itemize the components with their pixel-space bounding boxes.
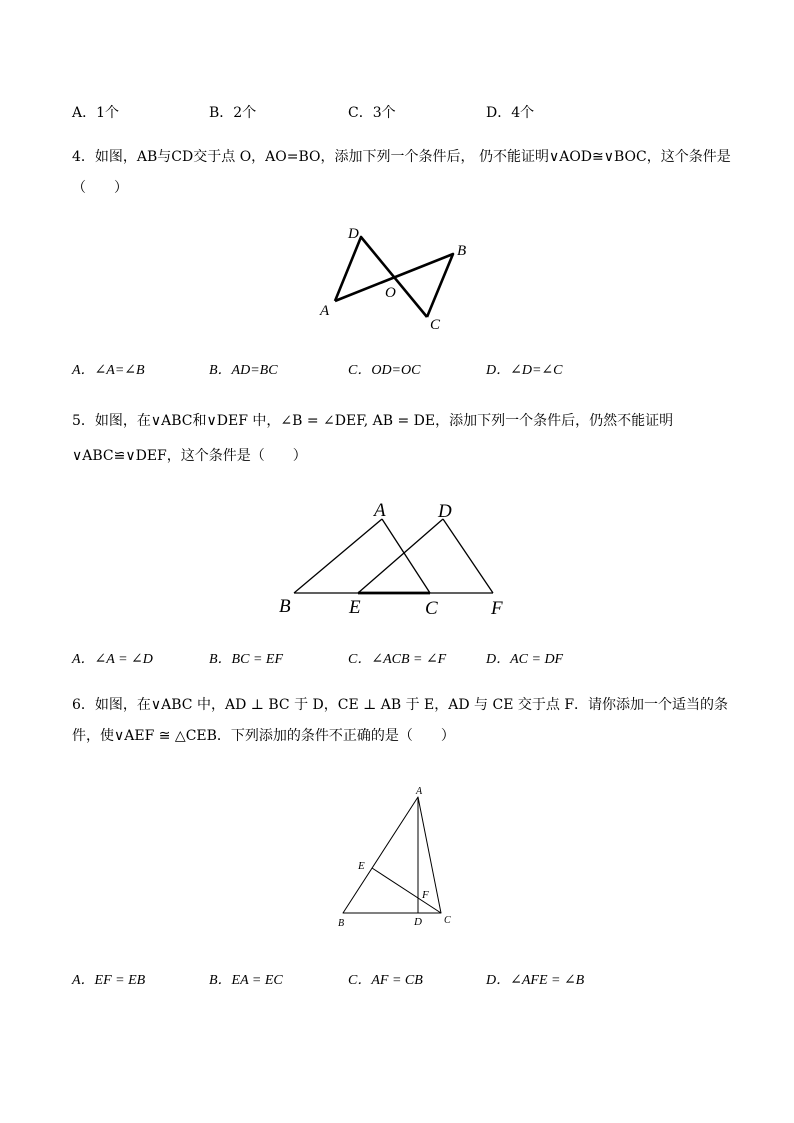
q5-option-a: A．∠A = ∠D [72, 652, 153, 667]
q3-option-b: B．2个 [209, 105, 257, 121]
q6-label-f: F [422, 889, 429, 901]
q5-label-f: F [491, 598, 503, 619]
q5-option-b: B．BC = EF [209, 652, 283, 667]
q5-label-b: B [279, 596, 291, 617]
q5-stem-line2: ∨ABC≌∨DEF，这个条件是（ ） [72, 448, 307, 464]
q4-figure [310, 218, 480, 338]
q6-stem-line1: 6．如图，在∨ABC 中，AD ⊥ BC 于 D，CE ⊥ AB 于 E，AD 与 CE 交于点 F．请你添加一个适当的条 [72, 697, 729, 713]
q5-option-c: C．∠ACB = ∠F [348, 652, 447, 667]
q6-label-b: B [338, 918, 345, 929]
q4-label-a: A [320, 303, 330, 319]
q4-label-b: B [457, 243, 467, 259]
q4-label-o: O [385, 285, 396, 301]
q4-stem-line2: （ ） [72, 180, 128, 196]
q6-stem-line2: 件，使∨AEF ≅ △CEB．下列添加的条件不正确的是（ ） [72, 728, 455, 744]
q6-option-b: B．EA = EC [209, 973, 283, 988]
q5-option-d: D．AC = DF [486, 652, 564, 667]
q3-option-d: D．4个 [486, 105, 535, 121]
q6-option-c: C．AF = CB [348, 973, 423, 988]
q5-stem-line1: 5．如图，在∨ABC和∨DEF 中，∠B = ∠DEF, AB = DE，添加下列一个条件后，仍然不能证明 [72, 413, 674, 429]
q6-label-c: C [444, 915, 451, 926]
q4-segment-a-d-c [335, 237, 427, 317]
q4-label-c: C [430, 317, 441, 333]
q5-segment-ac [382, 519, 430, 593]
q5-segment-ed [358, 519, 443, 593]
q5-segment-ba [294, 519, 382, 593]
q4-option-c: C．OD=OC [348, 363, 421, 378]
q6-option-a: A．EF = EB [72, 973, 146, 988]
q6-label-e: E [358, 860, 365, 872]
q5-label-d: D [438, 501, 452, 522]
q6-label-a: A [416, 786, 423, 797]
q5-label-e: E [349, 597, 361, 618]
q6-altitude-ce [372, 868, 441, 913]
q5-segment-df [443, 519, 493, 593]
q4-stem-line1: 4．如图，AB与CD交于点 O，AO=BO，添加下列一个条件后， 仍不能证明∨AOD≅∨BOC，这个条件是 [72, 149, 731, 165]
q4-option-d: D．∠D=∠C [486, 363, 563, 378]
q4-option-b: B．AD=BC [209, 363, 278, 378]
q4-label-d: D [348, 226, 359, 242]
q6-option-d: D．∠AFE = ∠B [486, 973, 585, 988]
q5-label-a: A [374, 500, 386, 521]
q3-option-c: C．3个 [348, 105, 396, 121]
q3-option-a: A．1个 [72, 105, 120, 121]
q4-option-a: A．∠A=∠B [72, 363, 145, 378]
q5-figure [272, 496, 512, 622]
q6-figure [330, 780, 460, 935]
q5-label-c: C [425, 598, 438, 619]
q6-label-d: D [414, 916, 422, 928]
